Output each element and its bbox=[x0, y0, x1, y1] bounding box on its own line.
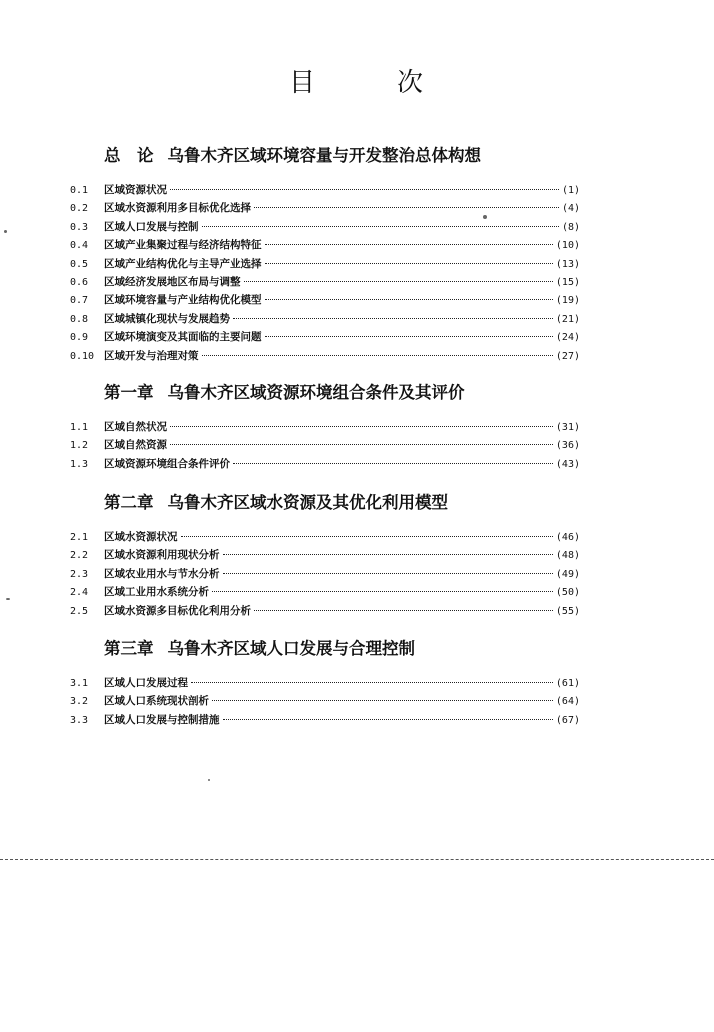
page-title bbox=[0, 62, 714, 99]
entry-title: 区域产业集聚过程与经济结构特征 bbox=[104, 239, 262, 252]
entry-page: (27) bbox=[555, 350, 580, 362]
title-char-right: 次 bbox=[397, 68, 426, 98]
toc-entry-list bbox=[70, 181, 580, 365]
entry-page: (19) bbox=[555, 295, 580, 307]
toc-entry[interactable] bbox=[70, 199, 580, 217]
dot-leader bbox=[254, 610, 553, 611]
dot-leader bbox=[181, 536, 553, 537]
entry-title: 区域资源环境组合条件评价 bbox=[104, 457, 230, 470]
entry-number: 0.9 bbox=[70, 332, 89, 344]
toc-entry-list bbox=[70, 528, 580, 620]
toc-section bbox=[70, 380, 580, 473]
dot-leader bbox=[212, 700, 553, 701]
entry-title: 区域自然资源 bbox=[104, 439, 167, 452]
toc-entry[interactable] bbox=[70, 565, 580, 583]
toc-entry-list bbox=[70, 418, 580, 473]
toc-entry[interactable] bbox=[70, 291, 580, 309]
toc-entry-list bbox=[70, 674, 580, 729]
toc-entry[interactable] bbox=[70, 692, 580, 710]
chapter-title: 乌鲁木齐区域环境容量与开发整治总体构想 bbox=[167, 146, 481, 165]
chapter-number: 第一章 bbox=[104, 383, 154, 402]
entry-number: 1.1 bbox=[70, 422, 89, 433]
section-heading bbox=[104, 636, 580, 662]
entry-title: 区域人口系统现状剖析 bbox=[104, 695, 209, 708]
entry-title: 区域人口发展过程 bbox=[104, 677, 188, 689]
dot-leader bbox=[265, 244, 553, 245]
entry-page: (36) bbox=[555, 440, 580, 452]
toc-entry[interactable] bbox=[70, 455, 580, 473]
entry-title: 区域工业用水系统分析 bbox=[104, 586, 209, 599]
entry-number: 0.8 bbox=[70, 313, 89, 325]
dot-leader bbox=[223, 573, 553, 574]
entry-number: 0.4 bbox=[70, 240, 89, 252]
dot-leader bbox=[265, 336, 553, 337]
section-heading bbox=[104, 490, 580, 516]
toc-section bbox=[70, 490, 580, 620]
entry-number: 0.2 bbox=[70, 203, 89, 215]
toc-entry[interactable] bbox=[70, 546, 580, 564]
toc-entry[interactable] bbox=[70, 273, 580, 291]
entry-page: (55) bbox=[555, 605, 580, 617]
entry-title: 区域水资源利用多目标优化选择 bbox=[104, 202, 251, 215]
toc-section bbox=[70, 636, 580, 729]
entry-number: 3.2 bbox=[70, 696, 89, 708]
entry-title: 区域水资源利用现状分析 bbox=[104, 549, 220, 562]
entry-number: 0.5 bbox=[70, 258, 89, 270]
title-char-left: 目 bbox=[288, 68, 317, 98]
entry-number: 0.6 bbox=[70, 276, 89, 288]
toc-entry[interactable] bbox=[70, 436, 580, 454]
toc-entry[interactable] bbox=[70, 310, 580, 328]
dot-leader bbox=[212, 591, 553, 592]
entry-page: (48) bbox=[555, 550, 580, 562]
dot-leader bbox=[223, 554, 553, 555]
toc-entry[interactable] bbox=[70, 328, 580, 346]
dot-leader bbox=[233, 318, 553, 319]
entry-page: (67) bbox=[555, 714, 580, 726]
toc-entry[interactable] bbox=[70, 602, 580, 620]
entry-title: 区域城镇化现状与发展趋势 bbox=[104, 312, 230, 325]
entry-number: 1.2 bbox=[70, 440, 89, 452]
entry-page: (13) bbox=[555, 258, 580, 270]
entry-number: 2.1 bbox=[70, 532, 89, 543]
entry-title: 区域农业用水与节水分析 bbox=[104, 567, 220, 580]
entry-number: 0.3 bbox=[70, 221, 89, 233]
dot-leader bbox=[233, 463, 553, 464]
entry-number: 2.3 bbox=[70, 568, 89, 580]
entry-page: (49) bbox=[555, 568, 580, 580]
chapter-number: 第三章 bbox=[104, 639, 154, 658]
entry-page: (31) bbox=[555, 422, 580, 433]
entry-title: 区域人口发展与控制 bbox=[104, 220, 199, 233]
entry-number: 3.1 bbox=[70, 678, 89, 689]
toc-entry[interactable] bbox=[70, 255, 580, 273]
entry-title: 区域开发与治理对策 bbox=[104, 349, 199, 362]
dot-leader bbox=[265, 263, 553, 264]
entry-page: (21) bbox=[555, 313, 580, 325]
entry-page: (15) bbox=[555, 276, 580, 288]
entry-title: 区域自然状况 bbox=[104, 421, 167, 433]
entry-page: (1) bbox=[561, 185, 580, 196]
scan-speck bbox=[483, 215, 487, 219]
dot-leader bbox=[191, 682, 553, 683]
entry-number: 1.3 bbox=[70, 458, 89, 470]
toc-entry[interactable] bbox=[70, 583, 580, 601]
entry-title: 区域环境演变及其面临的主要问题 bbox=[104, 331, 262, 344]
scan-edge-line bbox=[0, 859, 714, 860]
chapter-title: 乌鲁木齐区域水资源及其优化利用模型 bbox=[167, 493, 448, 512]
toc-entry[interactable] bbox=[70, 711, 580, 729]
chapter-title: 乌鲁木齐区域人口发展与合理控制 bbox=[167, 639, 415, 658]
entry-title: 区域经济发展地区布局与调整 bbox=[104, 275, 241, 288]
entry-number: 2.2 bbox=[70, 550, 89, 562]
chapter-number: 总 论 bbox=[104, 146, 154, 165]
dot-leader bbox=[244, 281, 553, 282]
toc-entry[interactable] bbox=[70, 236, 580, 254]
entry-number: 2.4 bbox=[70, 587, 89, 599]
entry-number: 2.5 bbox=[70, 605, 89, 617]
entry-number: 0.7 bbox=[70, 295, 89, 307]
entry-title: 区域水资源状况 bbox=[104, 531, 178, 543]
dot-leader bbox=[254, 207, 559, 208]
dot-leader bbox=[170, 189, 559, 190]
entry-page: (64) bbox=[555, 696, 580, 708]
dot-leader bbox=[223, 719, 553, 720]
entry-number: 0.10 bbox=[70, 350, 95, 362]
toc-section bbox=[70, 143, 580, 365]
toc-entry[interactable] bbox=[70, 528, 580, 546]
entry-page: (8) bbox=[561, 221, 580, 233]
scan-speck bbox=[6, 598, 10, 600]
dot-leader bbox=[202, 355, 553, 356]
entry-number: 3.3 bbox=[70, 714, 89, 726]
entry-title: 区域水资源多目标优化利用分析 bbox=[104, 604, 251, 617]
scan-speck bbox=[208, 779, 210, 781]
dot-leader bbox=[170, 426, 553, 427]
entry-page: (50) bbox=[555, 587, 580, 599]
toc-entry[interactable] bbox=[70, 418, 580, 436]
entry-title: 区域资源状况 bbox=[104, 184, 167, 196]
toc-entry[interactable] bbox=[70, 347, 580, 365]
chapter-title: 乌鲁木齐区域资源环境组合条件及其评价 bbox=[167, 383, 465, 402]
toc-entry[interactable] bbox=[70, 218, 580, 236]
toc-entry[interactable] bbox=[70, 181, 580, 199]
entry-title: 区域产业结构优化与主导产业选择 bbox=[104, 257, 262, 270]
entry-page: (24) bbox=[555, 332, 580, 344]
section-heading bbox=[104, 143, 580, 169]
entry-page: (61) bbox=[555, 678, 580, 689]
entry-page: (43) bbox=[555, 458, 580, 470]
dot-leader bbox=[170, 444, 553, 445]
toc-entry[interactable] bbox=[70, 674, 580, 692]
chapter-number: 第二章 bbox=[104, 493, 154, 512]
entry-title: 区域环境容量与产业结构优化模型 bbox=[104, 294, 262, 307]
entry-page: (10) bbox=[555, 240, 580, 252]
dot-leader bbox=[265, 299, 553, 300]
scan-speck bbox=[4, 230, 7, 233]
dot-leader bbox=[202, 226, 559, 227]
section-heading bbox=[104, 380, 580, 406]
entry-title: 区域人口发展与控制措施 bbox=[104, 713, 220, 726]
entry-page: (4) bbox=[561, 203, 580, 215]
entry-number: 0.1 bbox=[70, 185, 89, 196]
entry-page: (46) bbox=[555, 532, 580, 543]
